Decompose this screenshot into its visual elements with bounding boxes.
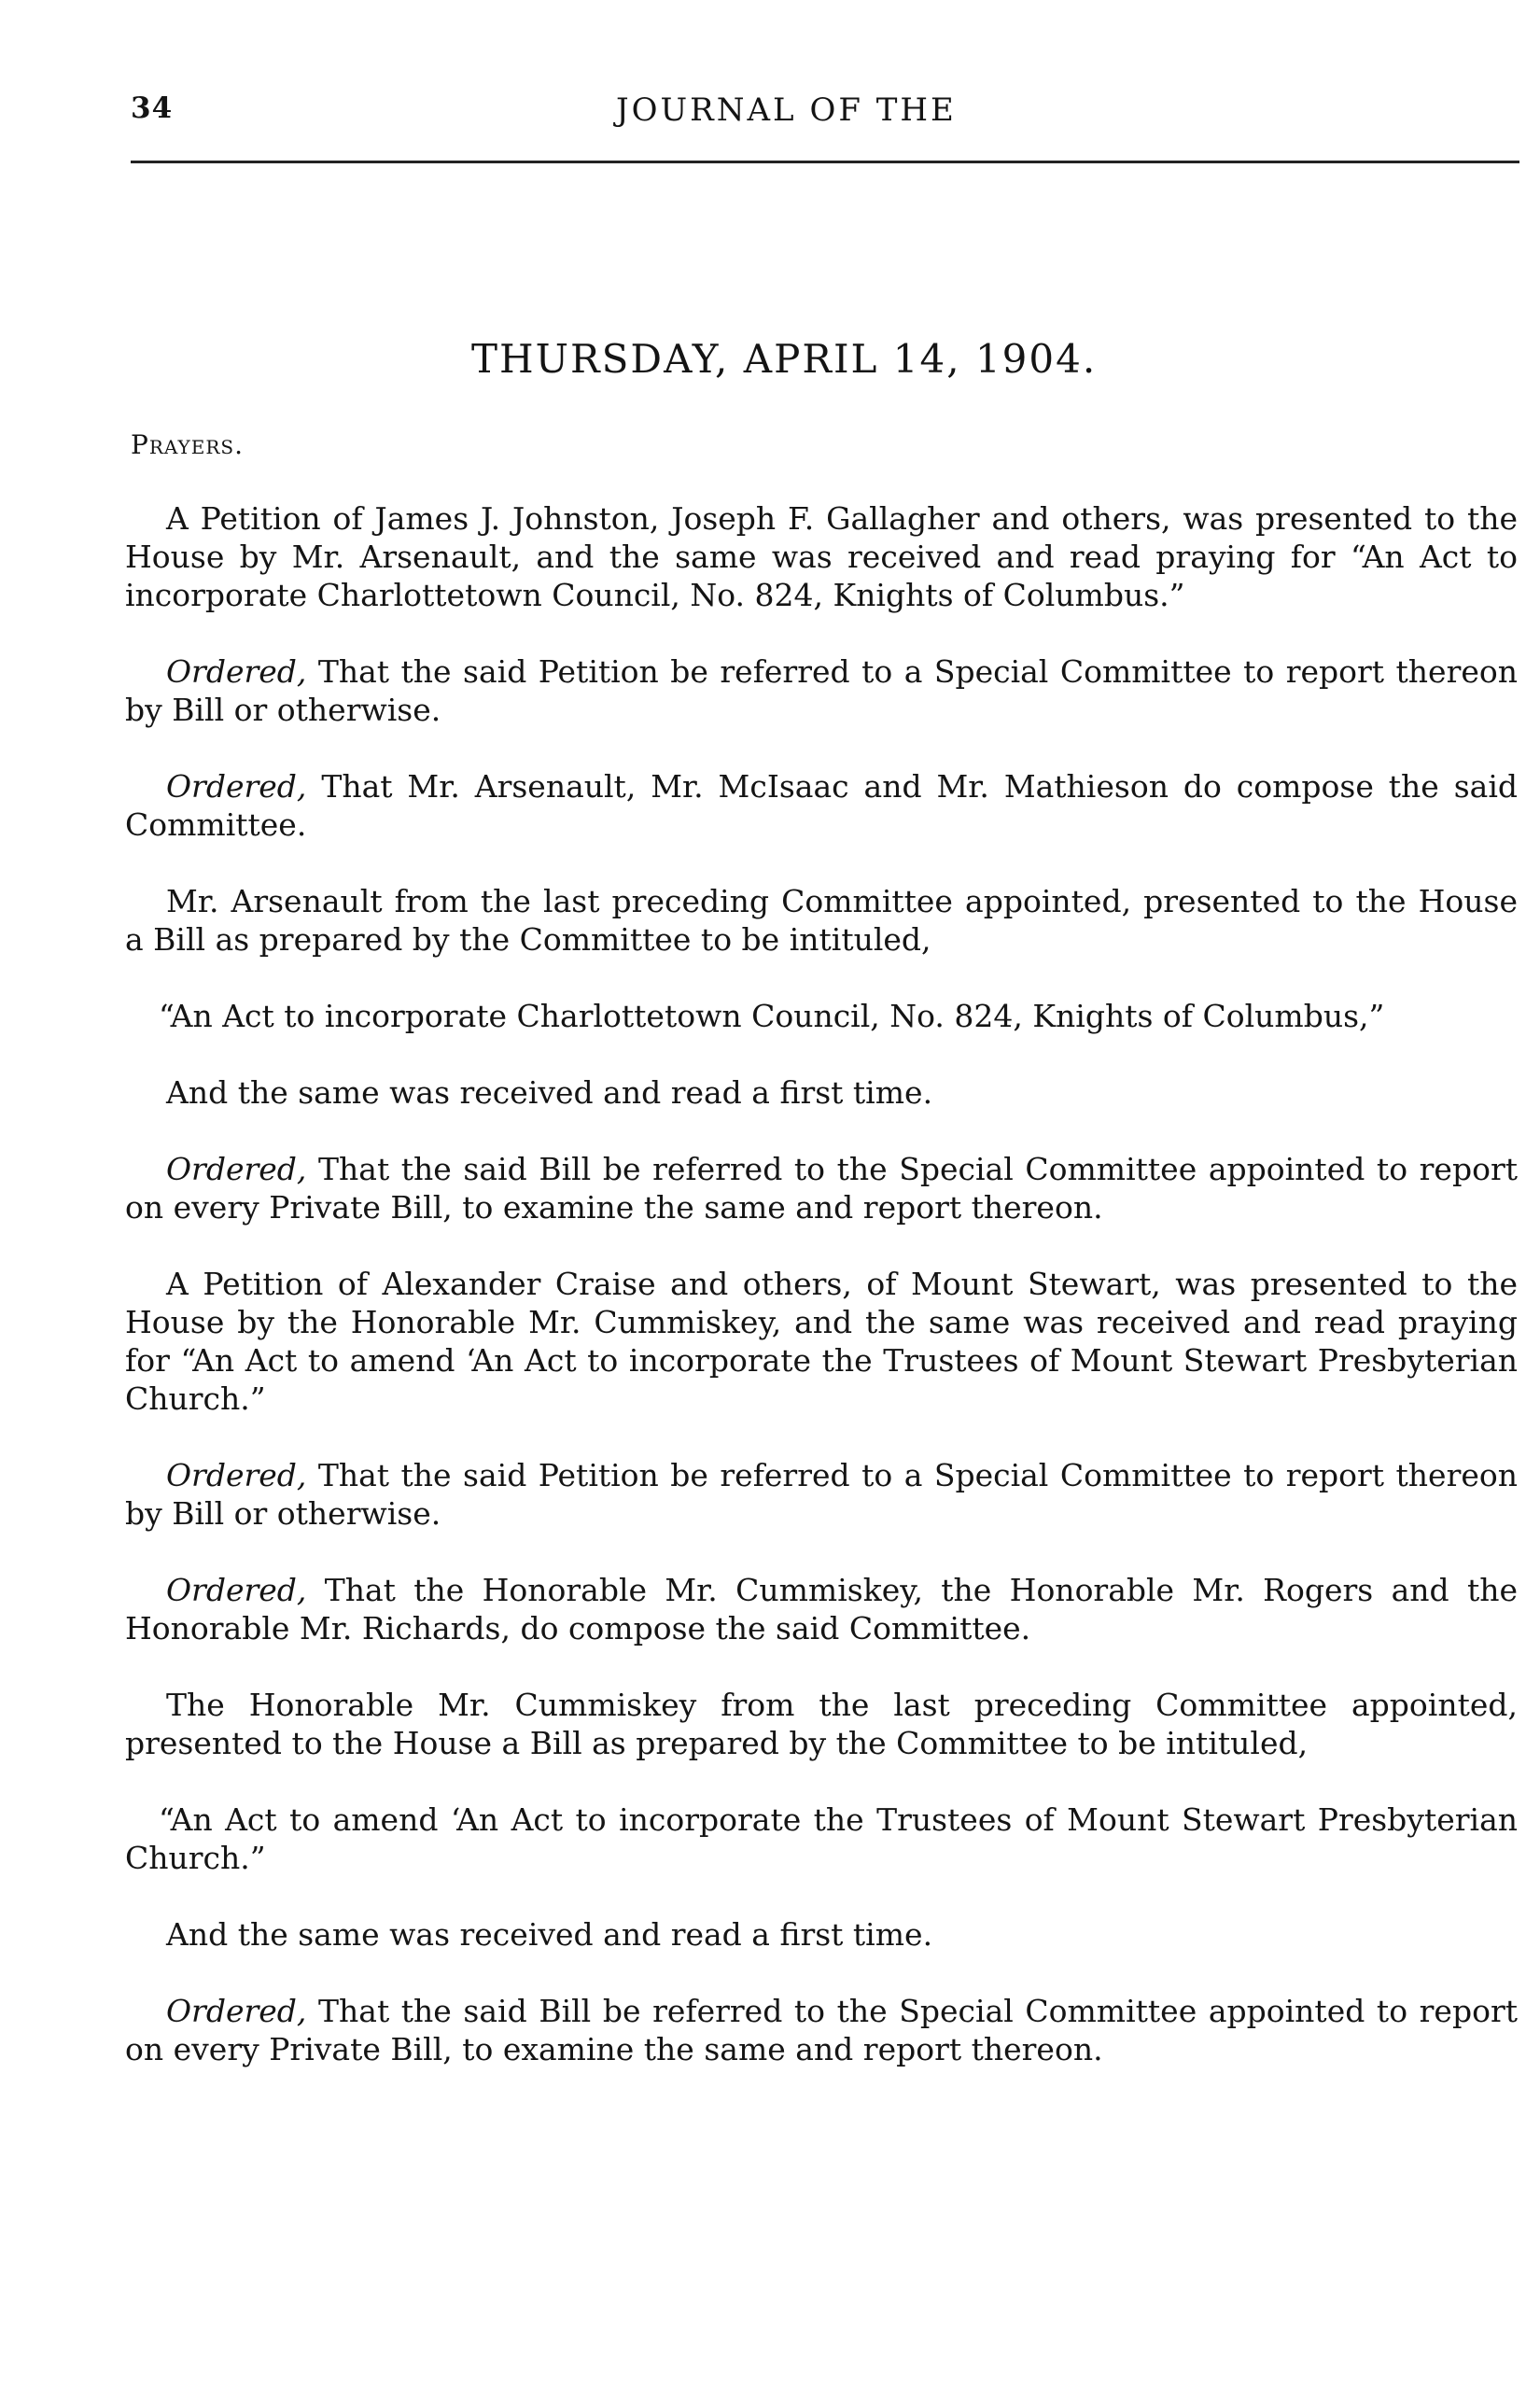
- prayers-label: Prayers.: [131, 429, 244, 460]
- page-number: 34: [131, 91, 174, 125]
- date-heading: THURSDAY, APRIL 14, 1904.: [471, 336, 1098, 382]
- paragraph-ordered-committee-2: Ordered, That the Honorable Mr. Cummiskey, the Honorable Mr. Rogers and the Honorable Mr. Richards, do compose the said Committee.: [125, 1572, 1518, 1646]
- journal-title: JOURNAL OF THE: [616, 91, 957, 129]
- paragraph-bill-title-2: “An Act to amend ‘An Act to incorporate the Trustees of Mount Stewart Presbyterian Church.”: [125, 1801, 1518, 1876]
- paragraph-bill-presented-2: The Honorable Mr. Cummiskey from the last preceding Committee appointed, presented to the House a Bill as prepared by the Committee to be intituled,: [125, 1687, 1518, 1761]
- running-head: [131, 91, 1512, 138]
- paragraph-first-reading: And the same was received and read a first time.: [166, 1074, 933, 1111]
- paragraph-petition-craise: A Petition of Alexander Craise and others, of Mount Stewart, was presented to the House by the Honorable Mr. Cummiskey, and the same was received and read praying for “An Act to amend ‘An Act to incorporate the Trustees of Mount Stewart Presbyterian Church.”: [125, 1266, 1518, 1417]
- paragraph-first-reading-2: And the same was received and read a first time.: [166, 1916, 933, 1953]
- ordered-label: Ordered,: [166, 1572, 307, 1608]
- ordered-label: Ordered,: [166, 1457, 307, 1493]
- paragraph-ordered-refer-petition-2: Ordered, That the said Petition be referred to a Special Committee to report thereon by Bill or otherwise.: [125, 1457, 1518, 1532]
- ordered-label: Ordered,: [166, 768, 307, 805]
- paragraph-bill-presented: Mr. Arsenault from the last preceding Committee appointed, presented to the House a Bill as prepared by the Committee to be intituled,: [125, 883, 1518, 958]
- paragraph-ordered-private-bill-2: Ordered, That the said Bill be referred to the Special Committee appointed to report on every Private Bill, to examine the same and report thereon.: [125, 1993, 1518, 2067]
- header-rule: [131, 161, 1519, 163]
- ordered-label: Ordered,: [166, 1151, 307, 1187]
- paragraph-ordered-committee: Ordered, That Mr. Arsenault, Mr. McIsaac and Mr. Mathieson do compose the said Committee.: [125, 768, 1518, 843]
- paragraph-ordered-refer-petition: Ordered, That the said Petition be referred to a Special Committee to report thereon by Bill or otherwise.: [125, 653, 1518, 728]
- paragraph-ordered-private-bill: Ordered, That the said Bill be referred to the Special Committee appointed to report on every Private Bill, to examine the same and report thereon.: [125, 1151, 1518, 1226]
- proceedings-body: [125, 499, 1518, 2107]
- ordered-label: Ordered,: [166, 1993, 307, 2029]
- ordered-label: Ordered,: [166, 653, 307, 690]
- paragraph-bill-title: “An Act to incorporate Charlottetown Council, No. 824, Knights of Columbus,”: [159, 998, 1385, 1034]
- paragraph-petition-johnston: A Petition of James J. Johnston, Joseph F. Gallagher and others, was presented to the House by Mr. Arsenault, and the same was received and read praying for “An Act to incorporate Charlottetown Council, No. 824, Knights of Columbus.”: [125, 500, 1518, 613]
